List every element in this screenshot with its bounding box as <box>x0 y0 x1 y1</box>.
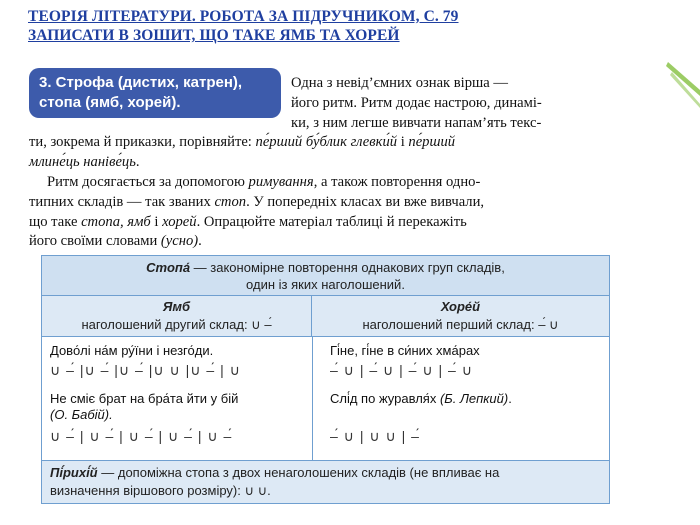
example-phrase: млине́ць наніве́ць <box>29 154 136 171</box>
term: Хоре́й <box>440 299 481 314</box>
example-text: Слі́д по журавля́х <box>330 391 440 406</box>
author: (Б. Лепкий) <box>439 391 509 406</box>
iamb-meter-1: ∪ –́ |∪ –́ |∪ –́ |∪ ∪ |∪ –́ | ∪ <box>50 362 241 378</box>
trochee-example-2 <box>330 391 512 407</box>
prose-text: його своїми словами <box>29 233 161 250</box>
prose-line <box>29 232 599 252</box>
prose-line <box>29 173 599 193</box>
table-header-line-2: один із яких наголошений. <box>246 277 405 292</box>
term: стоп <box>214 193 247 210</box>
slide-title-line-2: ЗАПИСАТИ В ЗОШИТ, ЩО ТАКЕ ЯМБ ТА ХОРЕЙ <box>28 27 400 44</box>
decorative-corner <box>610 60 700 160</box>
iamb-meter-2: ∪ –́ | ∪ –́ | ∪ –́ | ∪ –́ | ∪ –́ <box>50 428 233 444</box>
trochee-meter-2: –́ ∪ | ∪ ∪ | –́ <box>330 428 420 444</box>
iamb-example-1: Дово́лі на́м ру́їни і незго́ди. <box>50 343 214 358</box>
prose-text: і <box>150 213 163 230</box>
prose-line: його ритм. Ритм додає настрою, динамі- <box>291 94 542 111</box>
term: Пі́рихі́й <box>50 465 98 480</box>
iamb-example-2-line-1: Не сміє брат на бра́та йти у бій <box>50 391 239 406</box>
prose-line <box>29 193 599 213</box>
example-phrase: пе́рший бу́блик глевки́й <box>255 134 398 151</box>
prose-text: ти, зокрема й приказки, порівняйте: <box>29 134 256 151</box>
column-header-iamb <box>42 296 312 337</box>
trochee-meter-1: –́ ∪ | –́ ∪ | –́ ∪ | –́ ∪ <box>330 362 473 378</box>
table-header-line-1 <box>42 259 609 276</box>
prose-line <box>29 133 599 153</box>
table-footer-line-1 <box>50 464 601 482</box>
column-header-trochee <box>312 296 609 337</box>
definition: наголошений перший склад: –́ ∪ <box>362 317 559 332</box>
textbook-prose <box>29 74 599 252</box>
prose-text: . У попередніх класах ви вже вивчали, <box>246 193 485 210</box>
column-divider <box>312 337 313 460</box>
term: римування <box>248 173 314 190</box>
table-header <box>42 256 609 296</box>
prose-text: що таке <box>29 213 82 230</box>
textbook-page <box>25 64 615 512</box>
slide-title <box>28 7 668 45</box>
section-badge-line-2: стопа (ямб, хорей). <box>39 94 181 111</box>
section-badge-line-1: 3. Строфа (дистих, катрен), <box>39 74 243 91</box>
trochee-example-1: Гі́не, гі́не в си́них хма́рах <box>330 343 480 358</box>
term: хорей <box>162 213 197 230</box>
author: (О. Бабій). <box>50 407 113 422</box>
table-footer-pyrrhic <box>42 460 609 503</box>
prose-line: ки, з ним легше вивчати напам’ять текс- <box>291 114 542 131</box>
prose-line: Одна з невід’ємних ознак вірша — <box>291 75 508 91</box>
definition: — закономірне повторення однакових груп складів, <box>190 260 505 275</box>
prose-line <box>29 213 599 233</box>
prose-text: . <box>135 154 140 171</box>
slide-title-line-1: ТЕОРІЯ ЛІТЕРАТУРИ. РОБОТА ЗА ПІДРУЧНИКОМ, С. 79 <box>28 8 459 25</box>
prose-text: Ритм досягається за допомогою <box>47 173 249 190</box>
meter-table <box>41 255 610 504</box>
definition: наголошений другий склад: ∪ –́ <box>81 317 272 332</box>
prose-text: , а також повторення одно- <box>313 173 481 190</box>
prose-text: . Опрацюйте матеріал таблиці й перекажіть <box>196 213 467 230</box>
example-text: . <box>508 391 512 406</box>
prose-line <box>29 153 599 173</box>
definition: — допоміжна стопа з двох ненаголошених складів (не впливає на <box>97 465 500 480</box>
term: Стопа́ <box>146 260 191 275</box>
iamb-example-2 <box>50 391 308 423</box>
example-phrase: пе́рший <box>408 134 456 151</box>
table-footer-line-2: визначення віршового розміру): ∪ ∪. <box>50 483 271 498</box>
prose-text: типних складів — так званих <box>29 193 215 210</box>
term: Ямб <box>162 299 191 314</box>
term: стопа, ямб <box>81 213 151 230</box>
prose-text: і <box>397 134 409 151</box>
instruction: (усно) <box>160 233 199 250</box>
prose-text: . <box>198 233 202 250</box>
